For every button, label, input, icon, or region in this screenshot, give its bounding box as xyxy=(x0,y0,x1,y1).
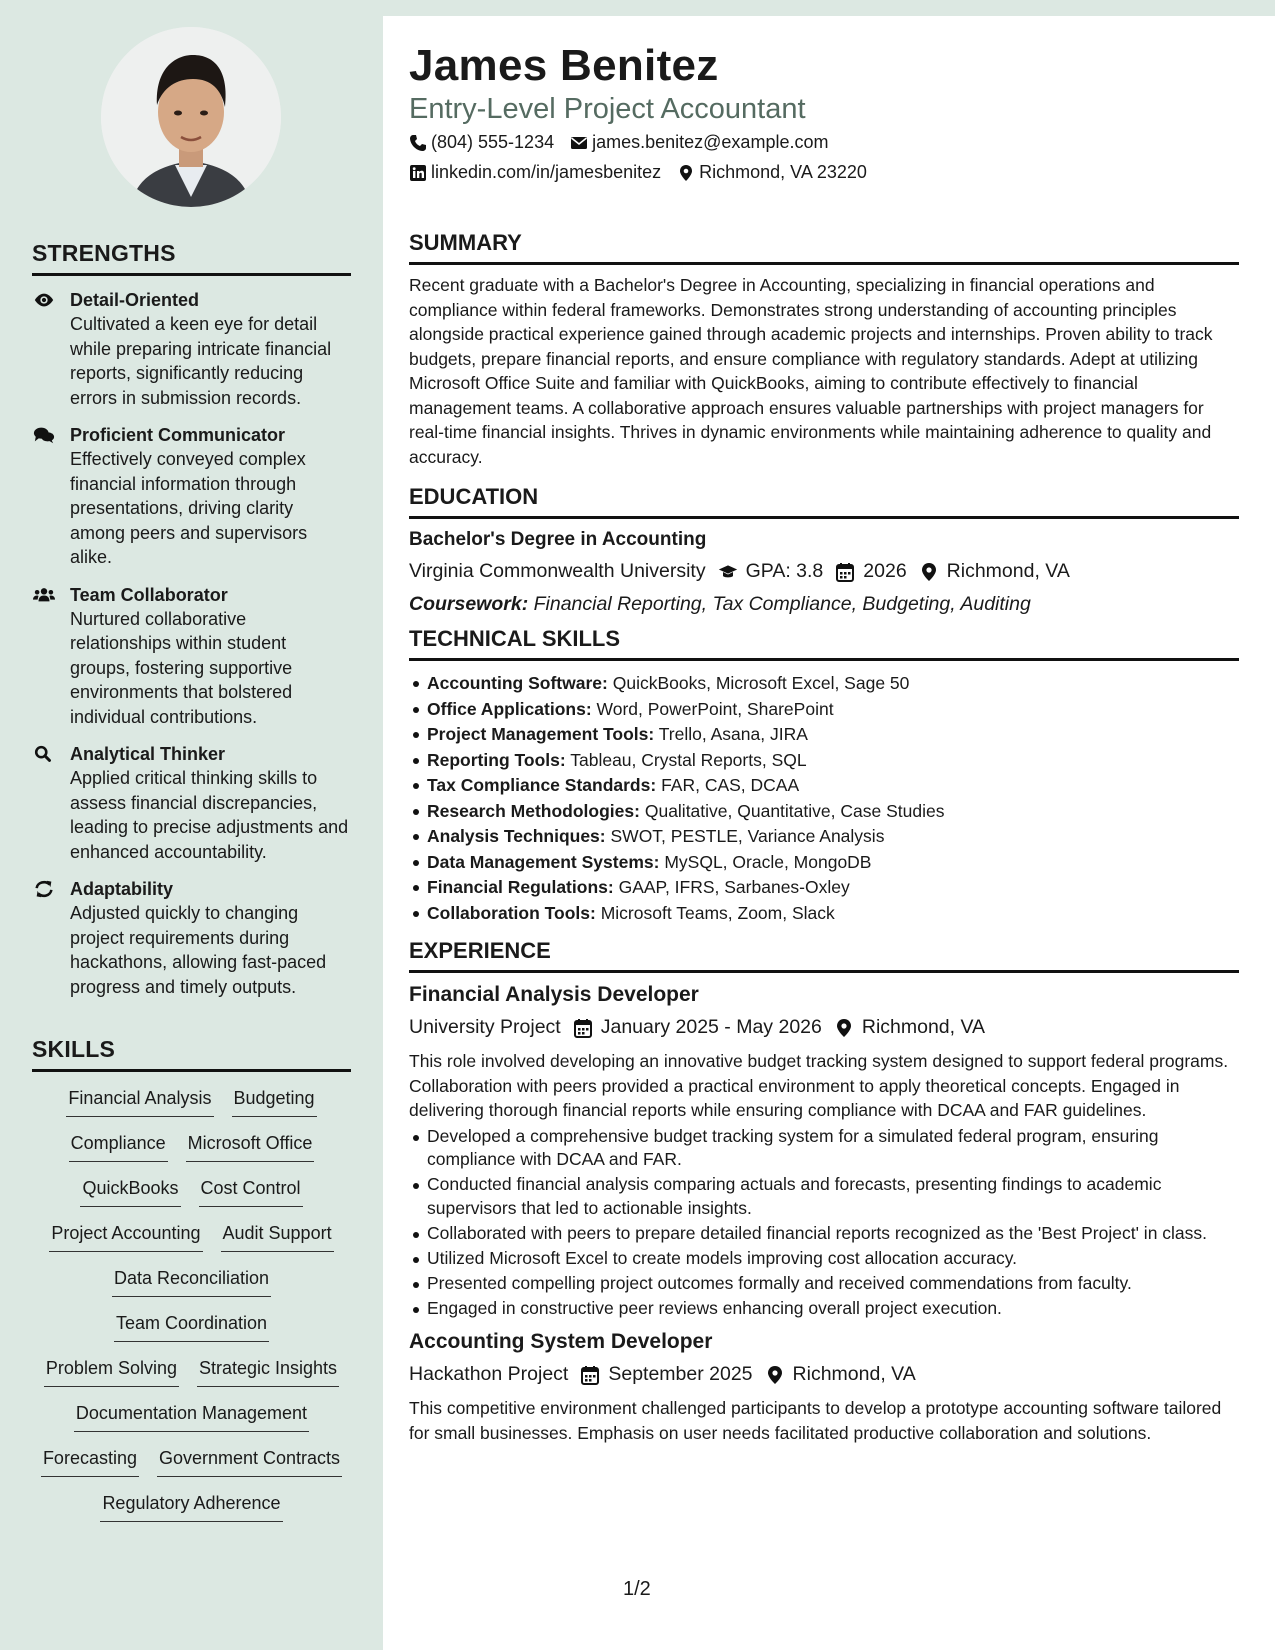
contact-phone xyxy=(409,132,554,153)
education-section xyxy=(409,484,1239,616)
linkedin-icon xyxy=(409,164,427,182)
school: Virginia Commonwealth University xyxy=(409,560,706,582)
technical-skill-label: Accounting Software: xyxy=(427,673,608,693)
gpa-item xyxy=(718,560,824,583)
technical-skill-value: FAR, CAS, DCAA xyxy=(661,775,800,795)
education-title: EDUCATION xyxy=(409,484,1239,519)
skill-row xyxy=(32,1266,351,1311)
summary-title: SUMMARY xyxy=(409,230,1239,265)
technical-skill-item xyxy=(409,748,1239,774)
technical-skill-value: Trello, Asana, JIRA xyxy=(658,724,808,744)
job-description: This role involved developing an innovative budget tracking system designed to support federal programs. Collaboration with peers provided a practical environment to apply theoretical concepts. Engaged in delivering thorough financial reports while ensuring compliance with DCAA and FAR guidelines. xyxy=(409,1051,1229,1120)
job-dates-item xyxy=(580,1363,752,1386)
technical-skill-value: MySQL, Oracle, MongoDB xyxy=(664,851,872,872)
technical-skill-value: Tableau, Crystal Reports, SQL xyxy=(570,749,807,770)
strength-title: Detail-Oriented xyxy=(70,290,200,310)
job-dates-item xyxy=(573,1016,822,1039)
strength-title: Adaptability xyxy=(70,879,174,899)
technical-skills-section xyxy=(409,626,1239,926)
email-text: james.benitez@example.com xyxy=(592,132,829,152)
technical-skill-item xyxy=(409,875,1239,901)
strength-item xyxy=(32,288,351,410)
skill-tag: QuickBooks xyxy=(80,1176,180,1207)
technical-skill-value: Qualitative, Quantitative, Case Studies xyxy=(644,800,945,821)
technical-skill-item xyxy=(409,671,1239,697)
comments-icon xyxy=(32,423,70,570)
main-content xyxy=(383,16,1275,1650)
skill-tag: Team Coordination xyxy=(114,1311,269,1342)
technical-skill-value: SWOT, PESTLE, Variance Analysis xyxy=(610,826,885,846)
technical-skill-value: GAAP, IFRS, Sarbanes-Oxley xyxy=(618,877,850,897)
strength-desc: Effectively conveyed complex financial information through presentations, driving clarity among peers and supervisors alike. xyxy=(70,449,308,567)
skill-row xyxy=(32,1131,351,1176)
job-bullet: Presented compelling project outcomes formally and received commendations from faculty. xyxy=(409,1272,1239,1296)
strengths-section xyxy=(32,240,351,999)
strength-title: Analytical Thinker xyxy=(70,744,226,764)
skill-row xyxy=(32,1221,351,1266)
job-title: Financial Analysis Developer xyxy=(409,983,699,1006)
technical-skill-value: Word, PowerPoint, SharePoint xyxy=(596,698,834,719)
search-icon xyxy=(32,742,70,864)
profile-photo xyxy=(101,27,281,207)
skill-row xyxy=(32,1086,351,1131)
page-number: 1/2 xyxy=(623,1578,651,1600)
technical-skill-label: Research Methodologies: xyxy=(427,800,640,821)
coursework-label: Coursework: xyxy=(409,593,529,615)
users-icon xyxy=(32,583,70,730)
job-location: Richmond, VA xyxy=(861,1016,986,1038)
skill-tag: Data Reconciliation xyxy=(112,1266,271,1297)
education-meta xyxy=(409,560,1239,583)
strength-desc: Adjusted quickly to changing project requirements during hackathons, allowing fast-paced progress and timely outputs. xyxy=(70,903,327,997)
experience-section xyxy=(409,938,1239,1445)
candidate-name: James Benitez xyxy=(409,41,719,90)
summary-text: Recent graduate with a Bachelor's Degree in Accounting, specializing in financial operations and compliance within federal frameworks. Demonstrates strong understanding of accounting principles alongside practical experience gained through academic projects and internships. Proven ability to track budgets, prepare financial reports, and ensure compliance with regulatory standards. Adept at utilizing Microsoft Office Suite and familiar with QuickBooks, aiming to contribute effectively to financial management teams. A collaborative approach ensures valuable partnerships with project managers for real-time financial insights. Thrives in dynamic environments while maintaining adherence to quality and accuracy. xyxy=(409,275,1213,467)
skill-row xyxy=(32,1491,351,1536)
experience-title: EXPERIENCE xyxy=(409,938,1239,973)
skill-tag: Government Contracts xyxy=(157,1446,342,1477)
skill-row xyxy=(32,1176,351,1221)
coursework-text: Financial Reporting, Tax Compliance, Budgeting, Auditing xyxy=(533,593,1031,615)
contact-row-2 xyxy=(409,162,883,183)
strength-item xyxy=(32,742,351,864)
calendar-icon xyxy=(835,562,855,582)
skill-row xyxy=(32,1446,351,1491)
technical-skill-item xyxy=(409,824,1239,850)
job-meta xyxy=(409,1363,1239,1386)
year-item xyxy=(835,560,906,583)
job-location-item xyxy=(834,1016,985,1039)
technical-skill-label: Analysis Techniques: xyxy=(427,826,606,846)
job-bullets xyxy=(409,1125,1239,1321)
skill-row xyxy=(32,1356,351,1401)
map-marker-icon xyxy=(919,562,939,582)
degree: Bachelor's Degree in Accounting xyxy=(409,529,707,550)
job-entry xyxy=(409,983,1239,1320)
technical-skill-label: Office Applications: xyxy=(427,698,592,719)
strength-title: Team Collaborator xyxy=(70,584,228,605)
skill-tag: Cost Control xyxy=(199,1176,303,1207)
job-title: Accounting System Developer xyxy=(409,1330,713,1353)
skill-tag: Project Accounting xyxy=(49,1221,202,1252)
edu-location-item xyxy=(919,560,1070,583)
envelope-icon xyxy=(570,134,588,152)
skill-tag: Strategic Insights xyxy=(197,1356,339,1387)
skills-cloud xyxy=(32,1086,351,1536)
skill-tag: Audit Support xyxy=(221,1221,334,1252)
job-org: University Project xyxy=(409,1016,561,1038)
technical-skill-label: Tax Compliance Standards: xyxy=(427,775,657,795)
technical-skill-value: QuickBooks, Microsoft Excel, Sage 50 xyxy=(612,673,910,693)
technical-skill-label: Collaboration Tools: xyxy=(427,902,596,923)
job-description: This competitive environment challenged participants to develop a prototype accounting software tailored for small businesses. Emphasis on user needs facilitated productive collaboration and solutions. xyxy=(409,1398,1222,1443)
calendar-icon xyxy=(573,1018,593,1038)
technical-skill-label: Reporting Tools: xyxy=(427,749,566,770)
job-entry xyxy=(409,1330,1239,1445)
year-text: 2026 xyxy=(863,560,907,582)
strengths-title: STRENGTHS xyxy=(32,240,351,276)
skill-tag: Financial Analysis xyxy=(66,1086,213,1117)
sidebar xyxy=(0,0,383,1650)
skills-section xyxy=(32,1036,351,1536)
phone-text: (804) 555-1234 xyxy=(431,132,555,152)
technical-skill-label: Project Management Tools: xyxy=(427,724,655,744)
contact-location xyxy=(677,162,867,183)
graduation-cap-icon xyxy=(718,562,738,582)
technical-skills-title: TECHNICAL SKILLS xyxy=(409,626,1239,661)
technical-skill-item xyxy=(409,799,1239,825)
eye-icon xyxy=(32,288,70,410)
skills-title: SKILLS xyxy=(32,1036,351,1072)
phone-icon xyxy=(409,134,427,152)
job-location: Richmond, VA xyxy=(792,1363,916,1385)
contact-row xyxy=(409,132,844,153)
technical-skill-label: Financial Regulations: xyxy=(427,877,614,897)
strength-item xyxy=(32,423,351,570)
contact-email xyxy=(570,132,828,153)
job-bullet: Developed a comprehensive budget tracking system for a simulated federal program, ensuring compliance with DCAA and FAR. xyxy=(409,1125,1239,1172)
technical-skill-item xyxy=(409,773,1239,799)
technical-skill-item xyxy=(409,697,1239,723)
technical-skills-list xyxy=(409,671,1239,926)
location-text: Richmond, VA 23220 xyxy=(699,162,867,182)
strength-desc: Nurtured collaborative relationships within student groups, fostering supportive environments that bolstered individual contributions. xyxy=(70,608,293,727)
strength-desc: Cultivated a keen eye for detail while preparing intricate financial reports, significantly reducing errors in submission records. xyxy=(70,314,332,408)
skill-tag: Problem Solving xyxy=(44,1356,179,1387)
edu-location-text: Richmond, VA xyxy=(946,560,1070,582)
map-marker-icon xyxy=(765,1365,785,1385)
skill-tag: Compliance xyxy=(69,1131,168,1162)
technical-skill-label: Data Management Systems: xyxy=(427,851,660,872)
gpa-text: GPA: 3.8 xyxy=(745,560,824,582)
skill-row xyxy=(32,1311,351,1356)
summary-section xyxy=(409,230,1239,469)
linkedin-text: linkedin.com/in/jamesbenitez xyxy=(431,162,662,182)
job-dates: September 2025 xyxy=(608,1363,753,1385)
job-bullet: Collaborated with peers to prepare detailed financial reports recognized as the 'Best Project' in class. xyxy=(409,1222,1239,1246)
strength-desc: Applied critical thinking skills to assess financial discrepancies, leading to precise adjustments and enhanced accountability. xyxy=(70,768,349,862)
job-location-item xyxy=(765,1363,916,1386)
technical-skill-item xyxy=(409,901,1239,927)
map-marker-icon xyxy=(834,1018,854,1038)
skill-tag: Forecasting xyxy=(41,1446,139,1477)
sync-icon xyxy=(32,877,70,999)
skill-tag: Budgeting xyxy=(232,1086,317,1117)
job-org: Hackathon Project xyxy=(409,1363,569,1385)
strength-item xyxy=(32,583,351,730)
map-marker-icon xyxy=(677,164,695,182)
job-bullet: Engaged in constructive peer reviews enhancing overall project execution. xyxy=(409,1297,1239,1321)
skill-tag: Microsoft Office xyxy=(186,1131,315,1162)
coursework xyxy=(409,593,1239,616)
calendar-icon xyxy=(580,1365,600,1385)
job-meta xyxy=(409,1016,1239,1039)
job-bullet: Utilized Microsoft Excel to create models improving cost allocation accuracy. xyxy=(409,1247,1239,1271)
candidate-role: Entry-Level Project Accountant xyxy=(409,93,806,125)
contact-linkedin xyxy=(409,162,661,183)
technical-skill-item xyxy=(409,722,1239,748)
job-dates: January 2025 - May 2026 xyxy=(600,1016,822,1038)
skill-row xyxy=(32,1401,351,1446)
skill-tag: Regulatory Adherence xyxy=(100,1491,282,1522)
skill-tag: Documentation Management xyxy=(74,1401,309,1432)
technical-skill-item xyxy=(409,850,1239,876)
strength-item xyxy=(32,877,351,999)
job-bullet: Conducted financial analysis comparing actuals and forecasts, presenting findings to academic supervisors that led to actionable insights. xyxy=(409,1173,1239,1220)
technical-skill-value: Microsoft Teams, Zoom, Slack xyxy=(600,902,835,923)
strength-title: Proficient Communicator xyxy=(70,425,286,445)
